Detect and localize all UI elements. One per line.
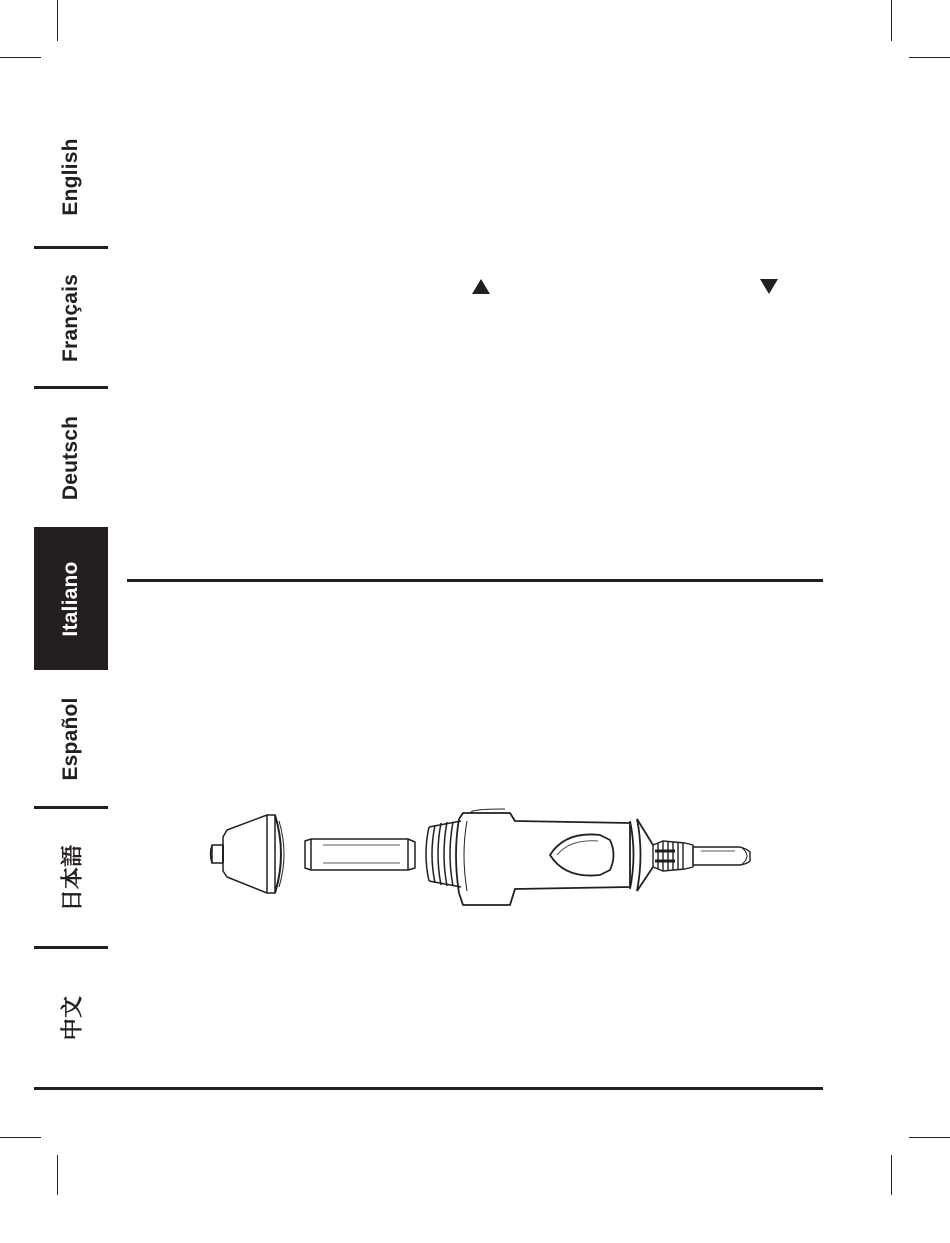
strain-relief-part — [653, 841, 693, 871]
triangle-up-icon — [472, 279, 490, 294]
lang-tab-label: 日本語 — [59, 844, 85, 912]
car-charger-plug-illustration — [205, 805, 760, 915]
crop-mark-tl-v — [57, 0, 58, 41]
plug-body-part — [456, 809, 653, 905]
triangle-down-icon — [760, 279, 778, 294]
crop-mark-br-v — [891, 1155, 892, 1195]
lang-tab-english[interactable] — [34, 108, 108, 246]
lang-tab-label: Français — [59, 274, 82, 362]
crop-mark-bl-h — [0, 1137, 41, 1138]
lang-tab-chinese[interactable] — [34, 949, 108, 1087]
crop-mark-bl-v — [57, 1155, 58, 1195]
tip-cap-part — [211, 815, 285, 893]
lang-tab-francais[interactable] — [34, 249, 108, 387]
fuse-part — [305, 839, 415, 870]
lang-tab-label: Italiano — [59, 560, 82, 637]
crop-mark-br-h — [909, 1137, 950, 1138]
lang-tab-espanol[interactable] — [34, 670, 108, 808]
lang-tab-label: Deutsch — [59, 415, 82, 501]
cable-part — [693, 847, 750, 865]
lang-tab-japanese[interactable] — [34, 809, 108, 947]
crop-mark-tr-v — [891, 0, 892, 41]
footer-rule — [34, 1087, 823, 1090]
crop-mark-tr-h — [909, 57, 950, 58]
lang-tab-label: Español — [59, 697, 82, 781]
lang-tab-deutsch[interactable] — [34, 389, 108, 527]
lang-tab-label: 中文 — [59, 995, 85, 1041]
lang-tab-label: English — [59, 138, 82, 216]
lang-tab-italiano[interactable] — [34, 527, 108, 670]
crop-mark-tl-h — [0, 57, 41, 58]
section-rule — [127, 579, 823, 582]
